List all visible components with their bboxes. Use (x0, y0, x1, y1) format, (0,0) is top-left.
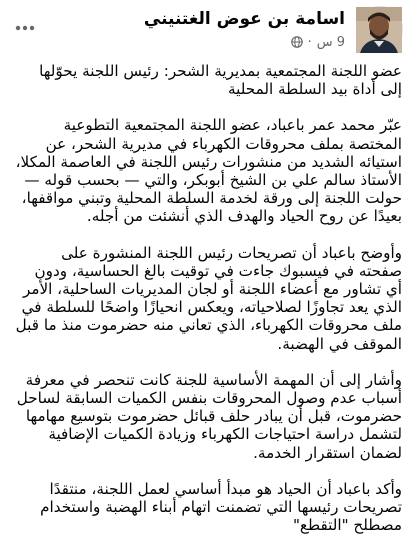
author-avatar[interactable] (357, 6, 403, 52)
post-paragraph: وأشار إلى أن المهمة الأساسية للجنة كانت تنحصر في معرفة أسباب عدم وصول المحروقات بنفس الكميات السابقة لساحل حضرموت، قبل أن يبادر حلف قبائل حضرموت بتوسيع مهامها لتشمل دراسة احتياجات الكهرباء وزيادة الكميات الإضافية لضمان استقرار الخدمة. (16, 370, 402, 462)
post-headline: عضو اللجنة المجتمعية بمديرية الشحر: رئيس اللجنة يحوّلها إلى أداة بيد السلطة المحلية (39, 62, 402, 99)
post-paragraph: وأوضح باعباد أن تصريحات رئيس اللجنة المنشورة على صفحته في فيسبوك جاءت في توقيت بالغ الحساسية، ودون أي تشاور مع أعضاء اللجنة أو لجان المديريات الساحلية، الأمر الذي يعد تجاوزًا لصلاحياته، ويعكس انحيازًا واضحًا للسلطة في ملف محروقات الكهرباء، الذي تعاني منه حضرموت منذ ما قبل الموقف في الهضبة. (15, 243, 402, 353)
post-timestamp[interactable]: 9 س (316, 34, 345, 50)
avatar-photo-icon (356, 7, 402, 53)
globe-icon[interactable] (291, 36, 303, 48)
post-paragraph: وأكد باعباد أن الحياد هو مبدأ أساسي لعمل اللجنة، منتقدًا تصريحات رئيسها التي تضمنت اتهام أبناء الهضبة واستخدام مصطلح "التقطع" (40, 479, 402, 535)
post-meta (291, 34, 345, 50)
author-name[interactable]: اسامة بن عوض الغتنيني (143, 9, 345, 29)
post-header (0, 0, 417, 62)
meta-separator: · (307, 34, 312, 50)
more-options-button[interactable] (10, 10, 40, 40)
more-options-icon (15, 16, 35, 35)
post-body (15, 62, 402, 552)
post-paragraph: عبّر محمد عمر باعباد، عضو اللجنة المجتمعية التطوعية المختصة بملف محروقات الكهرباء في مديرية الشحر، عن استيائه الشديد من منشورات رئيس اللجنة في العاصمة المكلا، الأستاذ سالم علي بن الشيخ أبوبكر، والتي — بحسب قوله — حولت اللجنة إلى ورقة لخدمة السلطة المحلية وتبني مواقفها، بعيدًا عن روح الحياد والهدف الذي أنشئت من أجله. (15, 116, 402, 226)
